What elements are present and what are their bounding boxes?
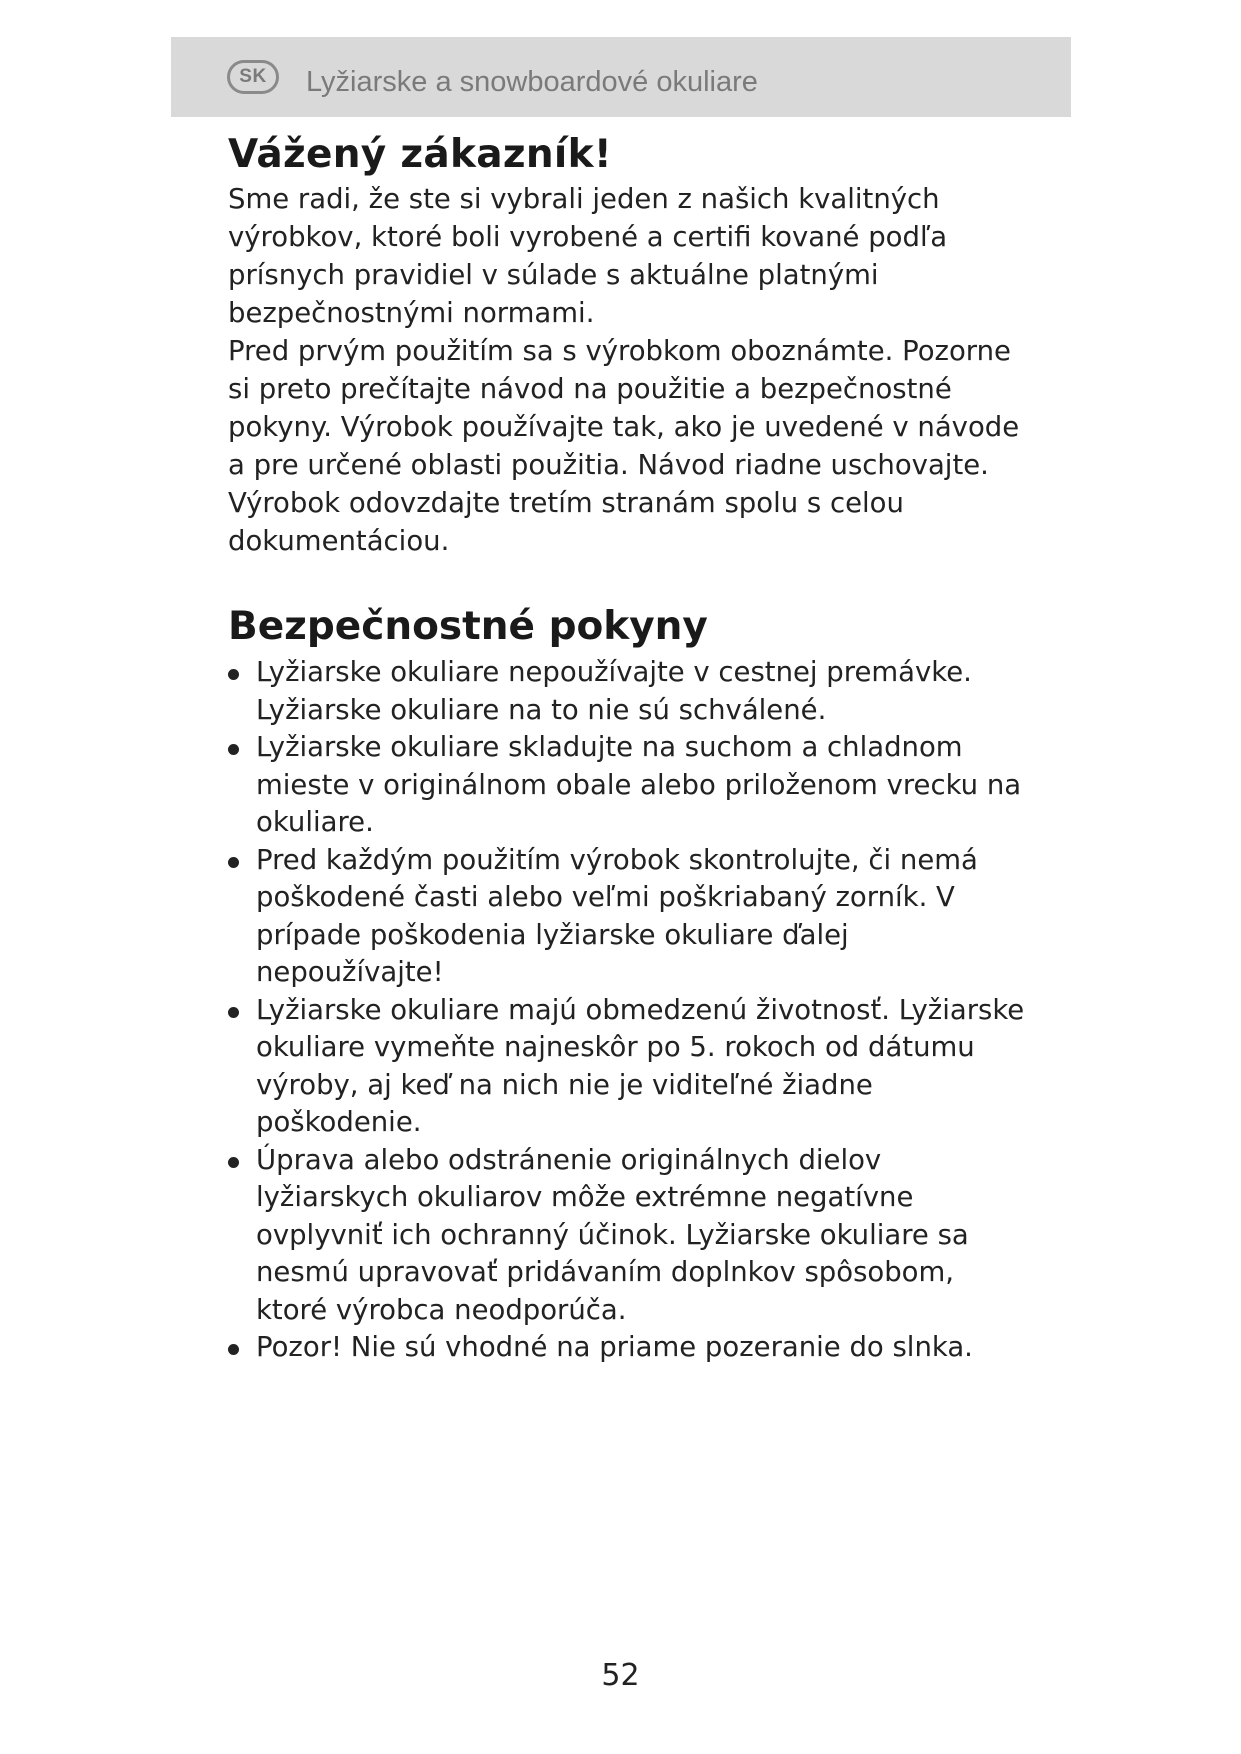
- page-number: 52: [601, 1658, 640, 1693]
- list-item: [228, 1329, 1028, 1367]
- bullet-icon: [228, 857, 239, 868]
- list-item: [228, 842, 1028, 992]
- safety-heading: Bezpečnostné pokyny: [228, 604, 708, 649]
- list-item-text: Lyžiarske okuliare nepoužívajte v cestnej premávke. Lyžiarske okuliare na to nie sú schválené.: [256, 656, 972, 726]
- list-item-text: Lyžiarske okuliare majú obmedzenú životnosť. Lyžiarske okuliare vymeňte najneskôr po 5. rokoch od dátumu výroby, aj keď na nich nie je viditeľné žiadne poškodenie.: [256, 993, 1025, 1138]
- list-item: [228, 992, 1028, 1142]
- page-content: [228, 130, 1028, 1367]
- bullet-icon: [228, 1007, 239, 1018]
- instructions-paragraph: Pred prvým použitím sa s výrobkom oboznámte. Pozorne si preto prečítajte návod na použitie a bezpečnostné pokyny. Výrobok používajte tak, ako je uvedené v návode a pre určené oblasti použitia. Návod riadne uschovajte. Výrobok odovzdajte tretím stranám spolu s celou dokumentáciou.: [228, 335, 1020, 557]
- header-title: Lyžiarske a snowboardové okuliare: [306, 66, 758, 98]
- bullet-icon: [228, 1344, 239, 1355]
- list-item-text: Pred každým použitím výrobok skontrolujte, či nemá poškodené časti alebo veľmi poškriabaný zorník. V prípade poškodenia lyžiarske okuliare ďalej nepoužívajte!: [256, 843, 978, 988]
- language-badge: SK: [227, 60, 279, 94]
- safety-list: [228, 654, 1028, 1367]
- list-item: [228, 729, 1028, 842]
- bullet-icon: [228, 744, 239, 755]
- list-item-text: Pozor! Nie sú vhodné na priame pozeranie do slnka.: [256, 1331, 973, 1363]
- greeting-heading: Vážený zákazník!: [228, 132, 612, 177]
- bullet-icon: [228, 1157, 239, 1168]
- bullet-icon: [228, 669, 239, 680]
- list-item: [228, 654, 1028, 729]
- intro-paragraph: Sme radi, že ste si vybrali jeden z našich kvalitných výrobkov, ktoré boli vyrobené a certifi kované podľa prísnych pravidiel v súlade s aktuálne platnými bezpečnostnými normami.: [228, 183, 948, 329]
- list-item-text: Lyžiarske okuliare skladujte na suchom a chladnom mieste v originálnom obale alebo priloženom vrecku na okuliare.: [256, 731, 1022, 838]
- list-item-text: Úprava alebo odstránenie originálnych dielov lyžiarskych okuliarov môže extrémne negatívne ovplyvniť ich ochranný účinok. Lyžiarske okuliare sa nesmú upravovať pridávaním doplnkov spôsobom, ktoré výrobca neodporúča.: [256, 1143, 969, 1326]
- list-item: [228, 1142, 1028, 1330]
- page-header: [171, 37, 1071, 117]
